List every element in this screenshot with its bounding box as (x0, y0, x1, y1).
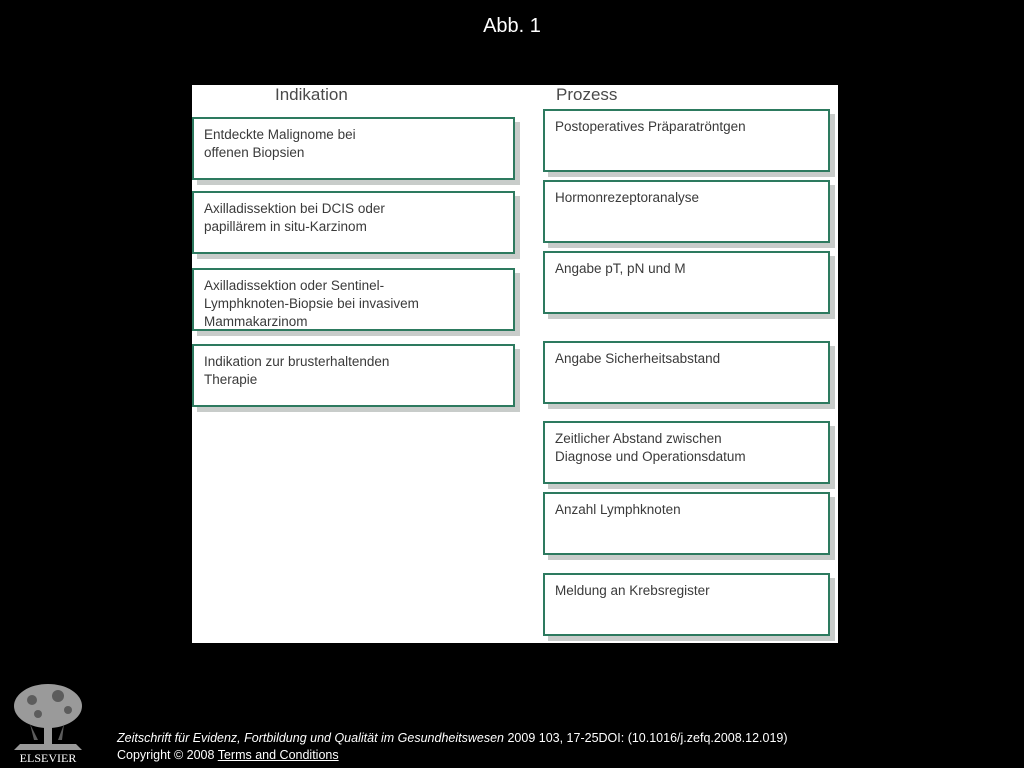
prozess-box: Angabe Sicherheitsabstand (543, 341, 830, 404)
elsevier-logo (8, 680, 88, 764)
prozess-box: Meldung an Krebsregister (543, 573, 830, 636)
prozess-box: Zeitlicher Abstand zwischen Diagnose und Operationsdatum (543, 421, 830, 484)
slide-title: Abb. 1 (483, 15, 541, 37)
copyright-line (117, 748, 339, 762)
citation-line (117, 731, 788, 745)
journal-name: Zeitschrift für Evidenz, Fortbildung und Qualität im Gesundheitswesen (117, 731, 504, 745)
prozess-box: Anzahl Lymphknoten (543, 492, 830, 555)
indikation-box: Indikation zur brusterhaltenden Therapie (192, 344, 515, 407)
prozess-box: Hormonrezeptoranalyse (543, 180, 830, 243)
prozess-header: Prozess (556, 85, 618, 104)
indikation-box: Entdeckte Malignome bei offenen Biopsien (192, 117, 515, 180)
flow-diagram (192, 85, 838, 643)
citation-details: 2009 103, 17-25DOI: (10.1016/j.zefq.2008.12.019) (504, 731, 788, 745)
prozess-box: Angabe pT, pN und M (543, 251, 830, 314)
indikation-header: Indikation (275, 85, 348, 104)
indikation-box: Axilladissektion bei DCIS oder papillärem in situ-Karzinom (192, 191, 515, 254)
copyright-text: Copyright © 2008 (117, 748, 218, 762)
elsevier-logo-text: ELSEVIER (19, 751, 77, 764)
indikation-box: Axilladissektion oder Sentinel- Lymphknoten-Biopsie bei invasivem Mammakarzinom (192, 268, 515, 331)
prozess-box: Postoperatives Präparatröntgen (543, 109, 830, 172)
terms-link[interactable]: Terms and Conditions (217, 748, 339, 762)
